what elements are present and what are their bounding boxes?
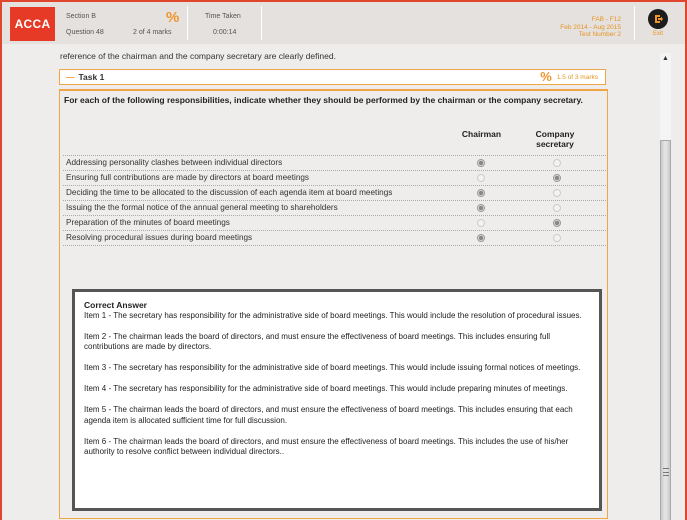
radio-chairman[interactable] [477,174,485,182]
responsibility-label: Resolving procedural issues during board meetings [66,233,253,242]
question-marks: 2 of 4 marks [133,29,172,36]
time-taken-value: 0:00:14 [213,29,237,36]
radio-secretary[interactable] [553,204,561,212]
radio-secretary[interactable] [553,174,561,182]
radio-chairman[interactable] [477,219,485,227]
section-label: Section B [66,13,96,20]
question-content [2,44,642,520]
responsibility-label: Ensuring full contributions are made by directors at board meetings [66,173,310,182]
table-row [63,215,606,230]
responsibility-label: Deciding the time to be allocated to the discussion of each agenda item at board meetings [66,188,393,197]
exit-button[interactable] [645,9,671,37]
answer-item: Item 1 - The secretary has responsibility for the administrative side of board meetings. This would include the resolution of procedural issues. [84,310,582,320]
question-label: Question 48 [66,29,104,36]
scenario-text: reference of the chairman and the company secretary are clearly defined. [60,51,336,61]
answer-item: Item 3 - The secretary has responsibility for the administrative side of board meetings. This would include issuing formal notices of meetings. [84,363,581,372]
percent-icon: % [540,69,552,84]
task-title-text: Task 1 [78,72,105,82]
exam-info [560,16,621,39]
column-header-secretary: Company secretary [535,129,575,149]
responsibility-label: Addressing personality clashes between individual directors [66,158,283,167]
answer-item: Item 6 - The chairman leads the board of directors, and must ensure the effectiveness of board meetings. This includes the use of his/her authority to resolve conflict between individual directors.. [84,436,569,456]
exam-period: Feb 2014 - Aug 2015 [560,23,621,31]
header-divider [187,6,188,40]
header-bar [2,2,685,44]
task-marks-text: 1.5 of 3 marks [556,73,598,81]
correct-answer-list [84,311,590,458]
radio-chairman[interactable] [477,189,485,197]
question-text: For each of the following responsibilities, indicate whether they should be performed by the chairman or the company secretary. [64,95,583,105]
radio-chairman[interactable] [477,159,485,167]
answer-item: Item 2 - The chairman leads the board of directors, and must ensure the effectiveness of board meetings. This includes ensuring full contributions are made by directors. [84,331,551,351]
scrollbar-grip-icon [663,468,669,476]
table-row [63,155,606,170]
responsibility-table [63,155,606,246]
responsibility-label: Preparation of the minutes of board meetings [66,218,230,227]
exit-icon [648,9,668,29]
correct-answer-box [72,289,602,511]
scroll-up-arrow-icon[interactable]: ▲ [662,55,669,62]
correct-answer-title: Correct Answer [84,300,147,310]
task-title [66,72,104,82]
radio-chairman[interactable] [477,204,485,212]
answer-item: Item 5 - The chairman leads the board of directors, and must ensure the effectiveness of board meetings. This includes ensuring that each agenda item is allocated sufficient time for full discussion. [84,405,573,425]
radio-secretary[interactable] [553,189,561,197]
task-marks [540,71,598,83]
column-header-chairman: Chairman [461,129,502,139]
radio-secretary[interactable] [553,159,561,167]
radio-secretary[interactable] [553,234,561,242]
table-row [63,230,606,246]
scrollbar-thumb[interactable] [660,140,671,520]
test-number: Test Number 2 [578,31,621,38]
radio-chairman[interactable] [477,234,485,242]
radio-secretary[interactable] [553,219,561,227]
task-panel [59,89,608,519]
header-divider [634,6,635,40]
answer-item: Item 4 - The secretary has responsibility for the administrative side of board meetings. This would include preparing minutes of meetings. [84,384,568,393]
responsibility-label: Issuing the the formal notice of the annual general meeting to shareholders [66,203,338,212]
exam-title: FAB - F12 [591,16,621,23]
table-row [63,185,606,200]
task-header[interactable] [59,69,606,85]
header-divider [261,6,262,40]
table-row [63,170,606,185]
percent-icon: % [166,9,180,26]
time-taken-label: Time Taken [205,13,241,20]
collapse-icon[interactable]: — [66,72,75,82]
exit-label: Exit [652,31,663,37]
table-row [63,200,606,215]
acca-logo: ACCA [10,7,55,41]
vertical-scrollbar[interactable] [660,53,671,520]
